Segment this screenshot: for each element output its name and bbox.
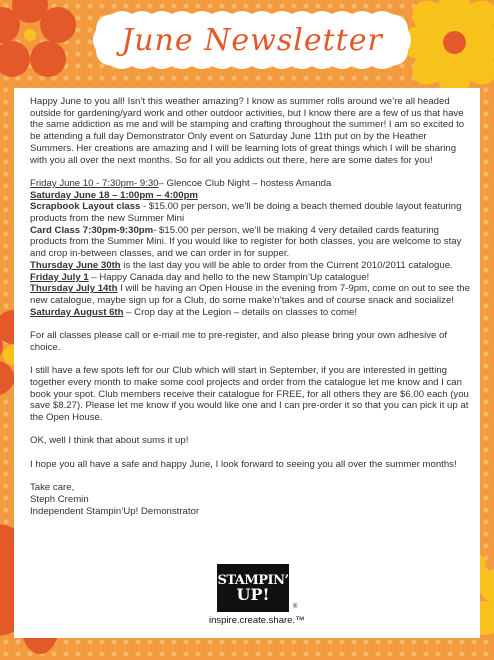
signoff-line: Take care,	[30, 482, 75, 494]
event-date: Friday July 1	[30, 271, 89, 283]
event-date: Saturday June 18 – 1:00pm – 4:00pm	[30, 189, 198, 201]
logo-box	[217, 564, 289, 612]
event-line	[30, 225, 470, 260]
flower-top-left-icon	[0, 0, 90, 95]
event-line	[30, 307, 470, 319]
content-panel	[14, 88, 480, 638]
event-line	[30, 272, 470, 284]
signoff	[30, 482, 470, 517]
event-text: – Happy Canada day and hello to the new Stampin’Up catalogue!	[88, 271, 370, 283]
event-text: - $15.00 per person, we’ll be doing a beach themed double layout featuring products from the new Summer Mini	[30, 201, 462, 225]
event-label: Scrapbook Layout class	[30, 201, 141, 213]
event-date: Friday June 10 - 7:30pm- 9:30	[30, 177, 159, 189]
event-line	[30, 178, 470, 190]
wishes-paragraph: I hope you all have a safe and happy June, I look forward to seeing you all over the summer months!	[30, 458, 457, 470]
intro-paragraph: Happy June to you all! Isn’t this weather amazing? I know as summer rolls around we’re all headed outside for gardening/yard work and other outdoor activities, but I know there are a few of us that have the same addiction as me and will be stamping and crafting throughout the summer! I am so excited to be attending a full day Demonstrator Only event on Saturday June 11th put on by the Heather Summers. Her creations are amazing and I will be learning lots of great things which I will be sharing with you all over the next months. So for all you addicts out there, here are some dates for you!	[30, 96, 465, 166]
newsletter-body	[30, 96, 470, 517]
event-text: - $15.00 per person, we’ll be making 4 very detailed cards featuring products from the Summer Mini. If you would like to register for both classes, you are welcome to stay and crop in-between classes, and we can order in for supper.	[30, 224, 462, 260]
event-date: Thursday July 14th	[30, 283, 118, 295]
closing-paragraph: OK, well I think that about sums it up!	[30, 435, 189, 447]
event-line	[30, 190, 470, 202]
event-text: I will be having an Open House in the evening from 7-9pm, come on out to see the new catalogue, maybe sign up for a Club, do some make’n’takes and of course snack and socialize!	[30, 283, 470, 306]
logo-line2: UP!	[236, 584, 270, 604]
event-date: Thursday June 30th	[30, 259, 121, 271]
logo-line1: STAMPIN’	[217, 572, 289, 588]
event-text: is the last day you will be able to order from the Current 2010/2011 catalogue.	[120, 259, 453, 271]
signoff-title: Independent Stampin’Up! Demonstrator	[30, 505, 200, 517]
title-banner	[92, 10, 412, 70]
event-label: Card Class 7:30pm-9:30pm	[30, 224, 154, 236]
event-date: Saturday August 6th	[30, 306, 124, 318]
signoff-name: Steph Cremin	[30, 493, 89, 505]
registered-mark: ®	[293, 604, 298, 610]
logo-tagline: inspire.create.share.™	[209, 615, 305, 626]
events-list	[30, 178, 470, 318]
event-line	[30, 260, 470, 272]
stampin-up-logo	[209, 564, 319, 634]
club-paragraph: I still have a few spots left for our Club which will start in September, if you are interested in getting together every month to make some cool projects and order from the catalogue let me know and I can book your spot. Club members receive their catalogue for FREE, for all others they are $6.00 each (you save $8.27). Please let me know if you would like one and I can pre-order it so that you can pick it up at the Open House.	[30, 365, 469, 423]
register-paragraph: For all classes please call or e-mail me to pre-register, and also please bring your own adhesive of choice.	[30, 330, 447, 353]
event-line	[30, 283, 470, 306]
event-line	[30, 201, 470, 224]
event-text: – Glencoe Club Night – hostess Amanda	[158, 177, 332, 189]
event-text: – Crop day at the Legion – details on classes to come!	[123, 306, 358, 318]
newsletter-title: June Newsletter	[121, 22, 383, 58]
